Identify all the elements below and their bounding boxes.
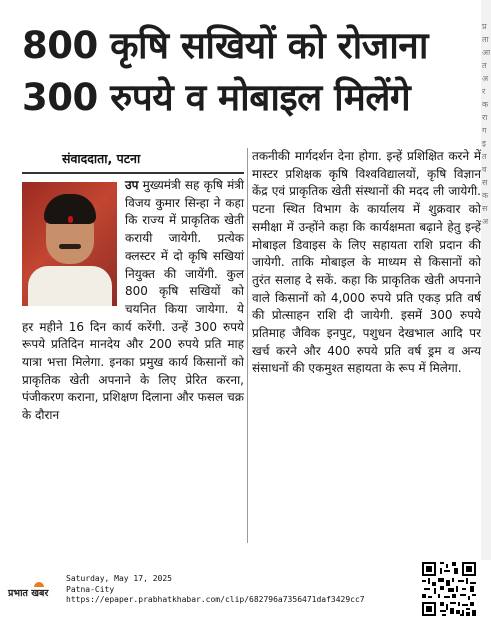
clip-edition: Patna-City [66, 584, 115, 594]
qr-code-icon[interactable] [420, 560, 478, 618]
article-paragraph-left [22, 177, 244, 425]
logo-text: प्रभात खबर [8, 588, 49, 599]
photo-tilak [68, 216, 73, 223]
paragraph-text-left: मुख्यमंत्री सह कृषि मंत्री विजय कुमार सिन्हा ने कहा कि राज्य में प्राकृतिक खेती करायी जायेगी. प्रत्येक क्लस्टर में दो कृषि सखियां नियुक्त की जायेंगी. कुल 800 कृषि सखियों को चयनित किया जायेगा. ये हर महीने 16 दिन कार्य करेंगी. उन्हें 300 रुपये रूपये प्रतिदिन मानदेय और 200 रुपये प्रति माह यात्रा भत्ता मिलेगा. इनका प्रमुख कार्य किसानों को प्राकृतिक खेती अपनाने के लिए प्रेरित करना, पंजीकरण कराना, प्रशिक्षण दिलाना और फसल चक्र के दौरान [22, 178, 244, 423]
column-divider [247, 148, 248, 543]
article-column-right [252, 148, 481, 543]
dropcap: उप [125, 178, 139, 192]
headline [22, 20, 480, 124]
qr-code-graphic [420, 560, 478, 618]
article-column-left [22, 148, 244, 543]
headline-line-2: 300 रुपये व मोबाइल मिलेंगे [22, 76, 411, 119]
clip-footer [0, 560, 491, 619]
adjacent-article-fragment: प्र ता आ त अ र क रा ग इ त व स क स अ [482, 22, 490, 226]
clip-date: Saturday, May 17, 2025 [66, 574, 172, 583]
prabhat-khabar-logo [8, 582, 62, 604]
byline: संवाददाता, पटना [62, 151, 141, 166]
photo-shirt [28, 266, 112, 306]
photo-inset [22, 182, 117, 306]
clip-url[interactable]: https://epaper.prabhatkhabar.com/clip/682796a7356471daf3429cc7 [66, 595, 365, 604]
clip-metadata [66, 574, 365, 606]
byline-rule [22, 172, 244, 174]
minister-photo [22, 182, 117, 306]
headline-line-1: 800 कृषि सखियों को रोजाना [22, 24, 428, 67]
photo-mustache [59, 244, 81, 249]
article-paragraph-right: तकनीकी मार्गदर्शन देना होगा. इन्हें प्रशिक्षित करने में मास्टर प्रशिक्षक कृषि विश्वविद्यालयों, कृषि विज्ञान केंद्र एवं प्राकृतिक खेती संस्थानों की मदद ली जायेगी. पटना स्थित विभाग के कार्यालय में शुक्रवार को समीक्षा में उन्होंने कहा कि कार्यक्षमता बढ़ाने हेतु इन्हें मोबाइल डिवाइस के लिए सहायता राशि प्रदान की जायेगी. ताकि मोबाइल के माध्यम से किसानों को तुरंत सलाह दे सकें. कहा कि प्राकृतिक खेती अपनाने वाले किसानों को 4,000 रुपये प्रति एकड़ प्रति वर्ष की प्रोत्साहन राशि दी जायेगी. इसमें 300 रुपये प्रतिमाह जैविक इनपुट, पशुधन देखभाल आदि पर खर्च करने और 400 रुपये प्रति वर्ष ड्रम व अन्य संसाधनों की एकमुश्त सहायता के रूप में मिलेगा. [252, 149, 481, 376]
